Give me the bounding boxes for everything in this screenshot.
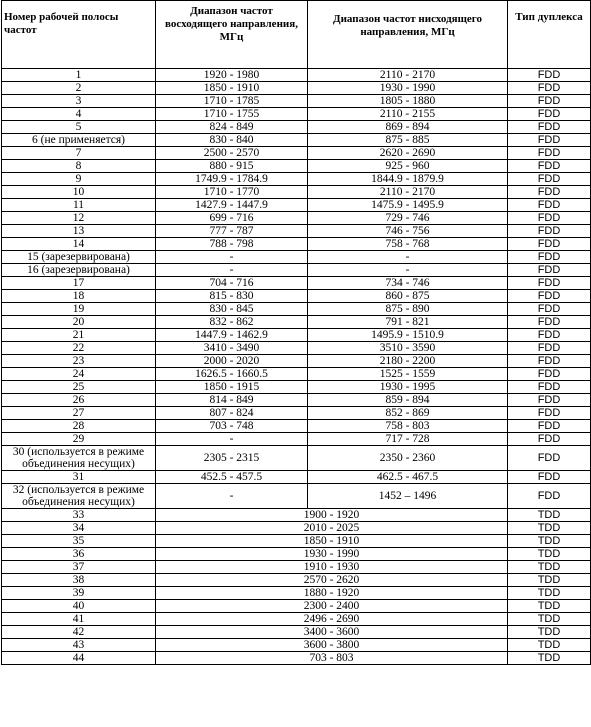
combined-range-cell: 703 - 803 — [156, 652, 508, 665]
combined-range-cell: 1900 - 1920 — [156, 509, 508, 522]
combined-range-cell: 2496 - 2690 — [156, 613, 508, 626]
duplex-type-cell: FDD — [508, 95, 591, 108]
table-body — [2, 69, 591, 665]
uplink-range-cell: 2305 - 2315 — [156, 446, 308, 471]
table-row — [2, 160, 591, 173]
combined-range-cell: 1910 - 1930 — [156, 561, 508, 574]
uplink-range-cell: - — [156, 251, 308, 264]
downlink-range-cell: 1805 - 1880 — [308, 95, 508, 108]
uplink-range-cell: 1710 - 1785 — [156, 95, 308, 108]
duplex-type-cell: TDD — [508, 535, 591, 548]
downlink-range-cell: 746 - 756 — [308, 225, 508, 238]
table-row — [2, 290, 591, 303]
combined-range-cell: 1880 - 1920 — [156, 587, 508, 600]
downlink-range-cell: 860 - 875 — [308, 290, 508, 303]
table-row — [2, 420, 591, 433]
band-number-cell: 5 — [2, 121, 156, 134]
duplex-type-cell: FDD — [508, 290, 591, 303]
band-number-cell: 15 (зарезервирована) — [2, 251, 156, 264]
band-number-cell: 34 — [2, 522, 156, 535]
band-number-cell: 11 — [2, 199, 156, 212]
table-row — [2, 147, 591, 160]
band-number-cell: 33 — [2, 509, 156, 522]
band-number-cell: 26 — [2, 394, 156, 407]
band-number-cell: 28 — [2, 420, 156, 433]
table-row — [2, 652, 591, 665]
combined-range-cell: 2570 - 2620 — [156, 574, 508, 587]
band-number-cell: 17 — [2, 277, 156, 290]
uplink-range-cell: 1626.5 - 1660.5 — [156, 368, 308, 381]
downlink-range-cell: 2620 - 2690 — [308, 147, 508, 160]
table-row — [2, 548, 591, 561]
band-number-cell: 22 — [2, 342, 156, 355]
band-number-cell: 8 — [2, 160, 156, 173]
table-row — [2, 329, 591, 342]
duplex-type-cell: FDD — [508, 147, 591, 160]
table-row — [2, 121, 591, 134]
header-duplex-type: Тип дуплекса — [508, 1, 591, 69]
table-row — [2, 277, 591, 290]
downlink-range-cell: 2110 - 2170 — [308, 186, 508, 199]
band-number-cell: 38 — [2, 574, 156, 587]
table-row — [2, 355, 591, 368]
uplink-range-cell: 2000 - 2020 — [156, 355, 308, 368]
duplex-type-cell: TDD — [508, 626, 591, 639]
duplex-type-cell: FDD — [508, 355, 591, 368]
table-row — [2, 394, 591, 407]
band-number-cell: 14 — [2, 238, 156, 251]
band-number-cell: 30 (используется в режиме объединения несущих) — [2, 446, 156, 471]
band-number-cell: 36 — [2, 548, 156, 561]
downlink-range-cell: 1495.9 - 1510.9 — [308, 329, 508, 342]
band-number-cell: 19 — [2, 303, 156, 316]
table-row — [2, 381, 591, 394]
band-number-cell: 13 — [2, 225, 156, 238]
combined-range-cell: 3600 - 3800 — [156, 639, 508, 652]
table-row — [2, 342, 591, 355]
uplink-range-cell: - — [156, 484, 308, 509]
downlink-range-cell: - — [308, 251, 508, 264]
duplex-type-cell: TDD — [508, 522, 591, 535]
table-row — [2, 600, 591, 613]
downlink-range-cell: 3510 - 3590 — [308, 342, 508, 355]
header-row — [2, 1, 591, 69]
band-number-cell: 9 — [2, 173, 156, 186]
table-row — [2, 639, 591, 652]
uplink-range-cell: 1920 - 1980 — [156, 69, 308, 82]
band-number-cell: 20 — [2, 316, 156, 329]
duplex-type-cell: FDD — [508, 368, 591, 381]
duplex-type-cell: FDD — [508, 69, 591, 82]
downlink-range-cell: 2110 - 2155 — [308, 108, 508, 121]
table-row — [2, 225, 591, 238]
downlink-range-cell: 852 - 869 — [308, 407, 508, 420]
table-row — [2, 212, 591, 225]
band-number-cell: 35 — [2, 535, 156, 548]
table-row — [2, 368, 591, 381]
uplink-range-cell: 830 - 840 — [156, 134, 308, 147]
combined-range-cell: 3400 - 3600 — [156, 626, 508, 639]
uplink-range-cell: 1447.9 - 1462.9 — [156, 329, 308, 342]
table-row — [2, 433, 591, 446]
duplex-type-cell: FDD — [508, 160, 591, 173]
uplink-range-cell: 1427.9 - 1447.9 — [156, 199, 308, 212]
duplex-type-cell: FDD — [508, 394, 591, 407]
duplex-type-cell: FDD — [508, 277, 591, 290]
table-row — [2, 303, 591, 316]
duplex-type-cell: FDD — [508, 329, 591, 342]
uplink-range-cell: 830 - 845 — [156, 303, 308, 316]
downlink-range-cell: 869 - 894 — [308, 121, 508, 134]
combined-range-cell: 2300 - 2400 — [156, 600, 508, 613]
table-row — [2, 471, 591, 484]
duplex-type-cell: FDD — [508, 108, 591, 121]
uplink-range-cell: 832 - 862 — [156, 316, 308, 329]
band-number-cell: 24 — [2, 368, 156, 381]
band-number-cell: 18 — [2, 290, 156, 303]
downlink-range-cell: 875 - 890 — [308, 303, 508, 316]
band-number-cell: 23 — [2, 355, 156, 368]
uplink-range-cell: 699 - 716 — [156, 212, 308, 225]
downlink-range-cell: 734 - 746 — [308, 277, 508, 290]
band-number-cell: 1 — [2, 69, 156, 82]
band-number-cell: 42 — [2, 626, 156, 639]
band-number-cell: 12 — [2, 212, 156, 225]
band-number-cell: 40 — [2, 600, 156, 613]
band-number-cell: 7 — [2, 147, 156, 160]
band-number-cell: 43 — [2, 639, 156, 652]
table-row — [2, 251, 591, 264]
band-number-cell: 3 — [2, 95, 156, 108]
uplink-range-cell: 1749.9 - 1784.9 — [156, 173, 308, 186]
table-row — [2, 95, 591, 108]
downlink-range-cell: 1525 - 1559 — [308, 368, 508, 381]
table-row — [2, 134, 591, 147]
table-row — [2, 535, 591, 548]
band-number-cell: 44 — [2, 652, 156, 665]
table-row — [2, 613, 591, 626]
downlink-range-cell: 758 - 803 — [308, 420, 508, 433]
duplex-type-cell: FDD — [508, 316, 591, 329]
table-row — [2, 82, 591, 95]
uplink-range-cell: 452.5 - 457.5 — [156, 471, 308, 484]
header-uplink-range: Диапазон частот восходящего направления, МГц — [156, 1, 308, 69]
table-row — [2, 446, 591, 471]
downlink-range-cell: 717 - 728 — [308, 433, 508, 446]
band-number-cell: 4 — [2, 108, 156, 121]
uplink-range-cell: 703 - 748 — [156, 420, 308, 433]
duplex-type-cell: FDD — [508, 173, 591, 186]
uplink-range-cell: 2500 - 2570 — [156, 147, 308, 160]
uplink-range-cell: 815 - 830 — [156, 290, 308, 303]
combined-range-cell: 2010 - 2025 — [156, 522, 508, 535]
combined-range-cell: 1850 - 1910 — [156, 535, 508, 548]
downlink-range-cell: 1475.9 - 1495.9 — [308, 199, 508, 212]
downlink-range-cell: 859 - 894 — [308, 394, 508, 407]
duplex-type-cell: FDD — [508, 186, 591, 199]
duplex-type-cell: FDD — [508, 484, 591, 509]
table-row — [2, 574, 591, 587]
band-number-cell: 37 — [2, 561, 156, 574]
duplex-type-cell: FDD — [508, 264, 591, 277]
table-row — [2, 407, 591, 420]
downlink-range-cell: 2350 - 2360 — [308, 446, 508, 471]
duplex-type-cell: FDD — [508, 121, 591, 134]
band-number-cell: 27 — [2, 407, 156, 420]
table-row — [2, 238, 591, 251]
table-row — [2, 69, 591, 82]
uplink-range-cell: 777 - 787 — [156, 225, 308, 238]
duplex-type-cell: FDD — [508, 420, 591, 433]
table-row — [2, 264, 591, 277]
uplink-range-cell: - — [156, 433, 308, 446]
header-downlink-range: Диапазон частот нисходящего направления, МГц — [308, 1, 508, 69]
duplex-type-cell: FDD — [508, 134, 591, 147]
duplex-type-cell: FDD — [508, 251, 591, 264]
duplex-type-cell: FDD — [508, 381, 591, 394]
downlink-range-cell: 925 - 960 — [308, 160, 508, 173]
band-number-cell: 25 — [2, 381, 156, 394]
table-row — [2, 522, 591, 535]
duplex-type-cell: TDD — [508, 509, 591, 522]
combined-range-cell: 1930 - 1990 — [156, 548, 508, 561]
duplex-type-cell: TDD — [508, 548, 591, 561]
uplink-range-cell: 824 - 849 — [156, 121, 308, 134]
uplink-range-cell: 1710 - 1755 — [156, 108, 308, 121]
downlink-range-cell: 1930 - 1990 — [308, 82, 508, 95]
uplink-range-cell: 880 - 915 — [156, 160, 308, 173]
frequency-band-table — [1, 0, 591, 665]
uplink-range-cell: 704 - 716 — [156, 277, 308, 290]
uplink-range-cell: 788 - 798 — [156, 238, 308, 251]
uplink-range-cell: 1710 - 1770 — [156, 186, 308, 199]
band-number-cell: 16 (зарезервирована) — [2, 264, 156, 277]
downlink-range-cell: 791 - 821 — [308, 316, 508, 329]
duplex-type-cell: FDD — [508, 342, 591, 355]
band-number-cell: 21 — [2, 329, 156, 342]
duplex-type-cell: FDD — [508, 471, 591, 484]
band-number-cell: 6 (не применяется) — [2, 134, 156, 147]
band-number-cell: 41 — [2, 613, 156, 626]
downlink-range-cell: 462.5 - 467.5 — [308, 471, 508, 484]
duplex-type-cell: FDD — [508, 446, 591, 471]
table-row — [2, 587, 591, 600]
duplex-type-cell: TDD — [508, 600, 591, 613]
duplex-type-cell: TDD — [508, 561, 591, 574]
duplex-type-cell: TDD — [508, 587, 591, 600]
downlink-range-cell: 1452 – 1496 — [308, 484, 508, 509]
downlink-range-cell: 758 - 768 — [308, 238, 508, 251]
duplex-type-cell: TDD — [508, 574, 591, 587]
duplex-type-cell: FDD — [508, 199, 591, 212]
band-number-cell: 29 — [2, 433, 156, 446]
duplex-type-cell: TDD — [508, 652, 591, 665]
duplex-type-cell: FDD — [508, 82, 591, 95]
downlink-range-cell: 875 - 885 — [308, 134, 508, 147]
header-band-number: Номер рабочей полосы частот — [2, 1, 156, 69]
downlink-range-cell: 729 - 746 — [308, 212, 508, 225]
duplex-type-cell: FDD — [508, 225, 591, 238]
uplink-range-cell: 807 - 824 — [156, 407, 308, 420]
duplex-type-cell: FDD — [508, 407, 591, 420]
downlink-range-cell: 1930 - 1995 — [308, 381, 508, 394]
uplink-range-cell: 1850 - 1910 — [156, 82, 308, 95]
band-number-cell: 2 — [2, 82, 156, 95]
duplex-type-cell: FDD — [508, 212, 591, 225]
table-row — [2, 186, 591, 199]
table-row — [2, 199, 591, 212]
table-row — [2, 509, 591, 522]
table-row — [2, 316, 591, 329]
duplex-type-cell: FDD — [508, 433, 591, 446]
band-number-cell: 39 — [2, 587, 156, 600]
duplex-type-cell: FDD — [508, 303, 591, 316]
downlink-range-cell: 1844.9 - 1879.9 — [308, 173, 508, 186]
band-number-cell: 31 — [2, 471, 156, 484]
duplex-type-cell: TDD — [508, 613, 591, 626]
band-number-cell: 32 (используется в режиме объединения несущих) — [2, 484, 156, 509]
table-row — [2, 173, 591, 186]
uplink-range-cell: - — [156, 264, 308, 277]
uplink-range-cell: 814 - 849 — [156, 394, 308, 407]
uplink-range-cell: 1850 - 1915 — [156, 381, 308, 394]
downlink-range-cell: - — [308, 264, 508, 277]
downlink-range-cell: 2110 - 2170 — [308, 69, 508, 82]
duplex-type-cell: FDD — [508, 238, 591, 251]
downlink-range-cell: 2180 - 2200 — [308, 355, 508, 368]
table-row — [2, 626, 591, 639]
table-row — [2, 108, 591, 121]
table-row — [2, 484, 591, 509]
duplex-type-cell: TDD — [508, 639, 591, 652]
band-number-cell: 10 — [2, 186, 156, 199]
uplink-range-cell: 3410 - 3490 — [156, 342, 308, 355]
table-row — [2, 561, 591, 574]
